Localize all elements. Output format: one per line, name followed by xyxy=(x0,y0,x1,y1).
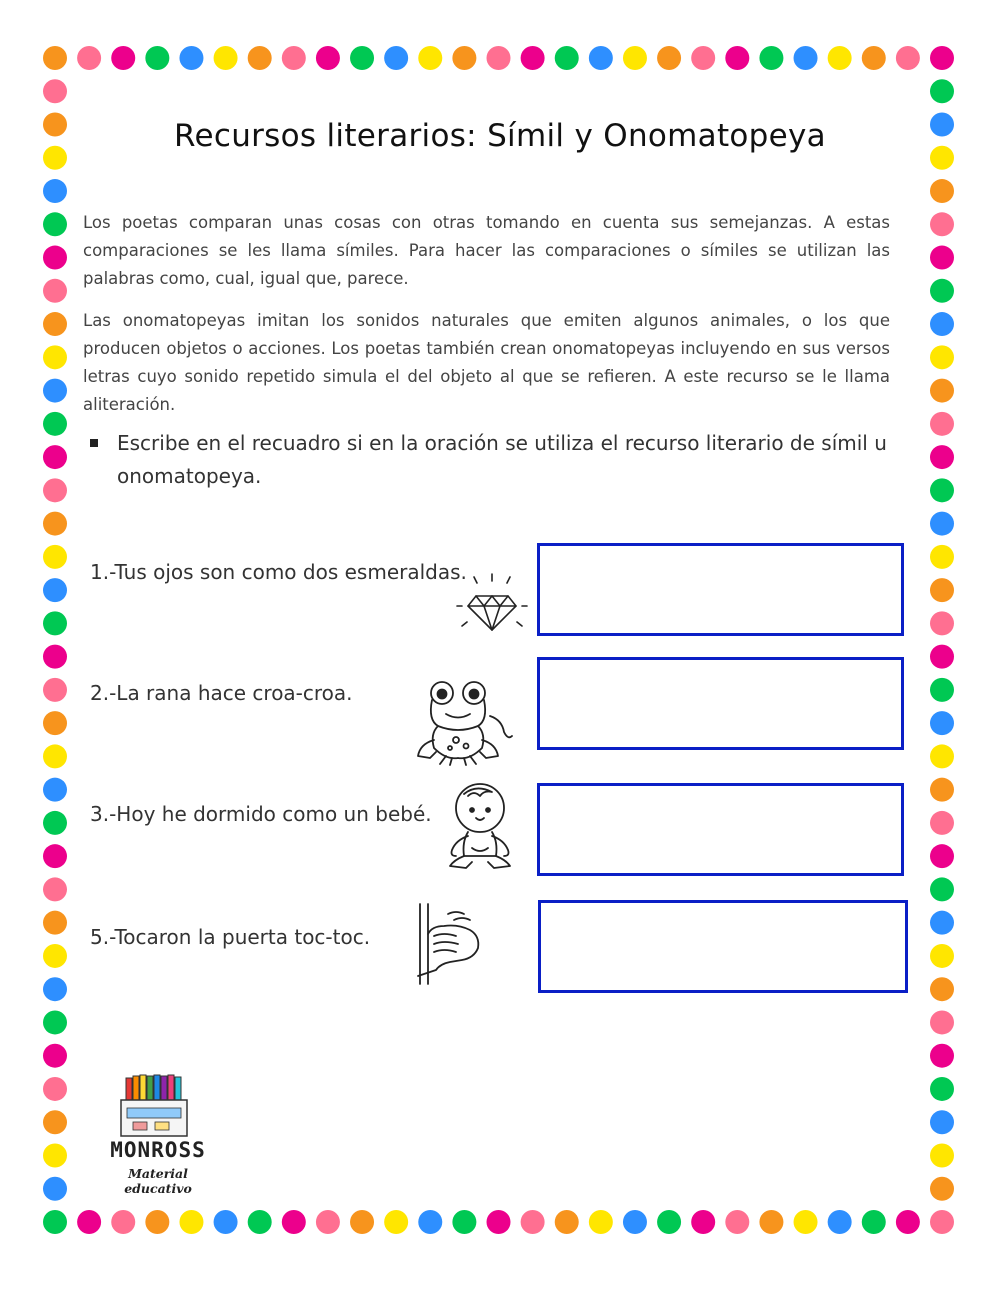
border-dot xyxy=(930,578,954,602)
border-dot xyxy=(77,1210,101,1234)
border-dot xyxy=(555,46,579,70)
monross-logo xyxy=(93,1070,223,1196)
border-dot xyxy=(43,811,67,835)
border-dot xyxy=(930,412,954,436)
border-dot xyxy=(691,1210,715,1234)
border-dot xyxy=(930,1110,954,1134)
knocking-hand-icon xyxy=(410,900,486,988)
border-dot xyxy=(350,1210,374,1234)
border-dot xyxy=(896,46,920,70)
border-dot xyxy=(111,1210,135,1234)
border-dot xyxy=(555,1210,579,1234)
question-1-text: 1.-Tus ojos son como dos esmeraldas. xyxy=(90,560,467,584)
border-dot xyxy=(77,46,101,70)
border-dot xyxy=(179,1210,203,1234)
answer-box-2[interactable] xyxy=(537,657,904,750)
answer-box-4[interactable] xyxy=(538,900,908,993)
border-dot xyxy=(828,1210,852,1234)
border-dot xyxy=(145,1210,169,1234)
border-dot xyxy=(452,1210,476,1234)
border-dot xyxy=(930,545,954,569)
border-dot xyxy=(43,744,67,768)
instruction-text: Escribe en el recuadro si en la oración se utiliza el recurso literario de símil u onomatopeya. xyxy=(117,431,887,488)
border-dot xyxy=(725,1210,749,1234)
border-dot xyxy=(43,179,67,203)
border-dot xyxy=(930,46,954,70)
border-dot xyxy=(43,844,67,868)
frog-icon xyxy=(412,676,520,766)
border-dot xyxy=(43,611,67,635)
border-dot xyxy=(43,645,67,669)
border-dot xyxy=(930,379,954,403)
border-dot xyxy=(521,1210,545,1234)
border-dot xyxy=(384,46,408,70)
onomatopoeia-paragraph: Las onomatopeyas imitan los sonidos naturales que emiten algunos animales, o los que producen objetos o acciones. Los poetas también crean onomatopeyas incluyendo en sus versos letras cuyo sonido repetido simula el del objeto al que se refieren. A este recurso se le llama aliteración. xyxy=(83,311,890,414)
border-dot xyxy=(248,1210,272,1234)
border-dot xyxy=(43,445,67,469)
border-dot xyxy=(930,811,954,835)
border-dot xyxy=(487,1210,511,1234)
border-dot xyxy=(43,1044,67,1068)
question-5-text: 5.-Tocaron la puerta toc-toc. xyxy=(90,925,371,949)
border-dot xyxy=(43,79,67,103)
border-dot xyxy=(43,877,67,901)
border-dot xyxy=(282,1210,306,1234)
border-dot xyxy=(930,711,954,735)
border-dot xyxy=(930,179,954,203)
border-dot xyxy=(248,46,272,70)
border-dot xyxy=(930,1143,954,1167)
border-dot xyxy=(930,744,954,768)
border-dot xyxy=(43,46,67,70)
border-dot xyxy=(930,944,954,968)
border-dot xyxy=(384,1210,408,1234)
instruction xyxy=(90,427,890,493)
border-dot xyxy=(930,645,954,669)
border-dot xyxy=(657,46,681,70)
question-3-text: 3.-Hoy he dormido como un bebé. xyxy=(90,802,432,826)
logo-name: MONROSS xyxy=(110,1138,206,1162)
border-dot xyxy=(43,911,67,935)
border-dot xyxy=(43,578,67,602)
border-dot xyxy=(282,46,306,70)
border-dot xyxy=(43,977,67,1001)
border-dot xyxy=(214,46,238,70)
border-dot xyxy=(589,1210,613,1234)
border-dot xyxy=(145,46,169,70)
question-2-text: 2.-La rana hace croa-croa. xyxy=(90,681,353,705)
border-dot xyxy=(930,512,954,536)
border-dot xyxy=(623,46,647,70)
diamond-icon xyxy=(452,568,532,640)
border-dot xyxy=(43,478,67,502)
border-dot xyxy=(759,1210,783,1234)
border-dot xyxy=(828,46,852,70)
border-dot xyxy=(930,478,954,502)
border-dot xyxy=(862,46,886,70)
border-dot xyxy=(930,212,954,236)
border-dot xyxy=(930,877,954,901)
border-dot xyxy=(487,46,511,70)
border-dot xyxy=(691,46,715,70)
border-dot xyxy=(43,778,67,802)
border-dot xyxy=(111,46,135,70)
border-dot xyxy=(43,1143,67,1167)
border-dot xyxy=(930,312,954,336)
border-dot xyxy=(930,345,954,369)
border-dot xyxy=(316,1210,340,1234)
border-dot xyxy=(43,212,67,236)
border-dot xyxy=(214,1210,238,1234)
baby-icon xyxy=(440,778,520,872)
border-dot xyxy=(794,46,818,70)
border-dot xyxy=(43,412,67,436)
border-dot xyxy=(452,46,476,70)
page-title: Recursos literarios: Símil y Onomatopeya xyxy=(174,118,826,154)
border-dot xyxy=(930,279,954,303)
border-dot xyxy=(930,1010,954,1034)
border-dot xyxy=(418,46,442,70)
border-dot xyxy=(759,46,783,70)
border-dot xyxy=(43,1110,67,1134)
bullet-icon xyxy=(90,439,98,447)
border-dot xyxy=(930,1077,954,1101)
border-dot xyxy=(43,545,67,569)
border-dot xyxy=(930,445,954,469)
border-dot xyxy=(418,1210,442,1234)
border-dot xyxy=(43,944,67,968)
border-dot xyxy=(43,1210,67,1234)
border-dot xyxy=(43,1077,67,1101)
border-dot xyxy=(43,1010,67,1034)
border-dot xyxy=(623,1210,647,1234)
border-dot xyxy=(43,512,67,536)
border-dot xyxy=(43,1177,67,1201)
border-dot xyxy=(43,312,67,336)
border-dot xyxy=(930,1044,954,1068)
border-dot xyxy=(725,46,749,70)
border-dot xyxy=(930,678,954,702)
border-dot xyxy=(930,79,954,103)
border-dot xyxy=(794,1210,818,1234)
border-dot xyxy=(43,246,67,270)
border-dot xyxy=(930,1210,954,1234)
border-dot xyxy=(930,1177,954,1201)
border-dot xyxy=(589,46,613,70)
simile-paragraph: Los poetas comparan unas cosas con otras tomando en cuenta sus semejanzas. A estas comparaciones se les llama símiles. Para hacer las comparaciones o símiles se utilizan las palabras como, cual, igual que, parece. xyxy=(83,213,890,288)
border-dot xyxy=(896,1210,920,1234)
border-dot xyxy=(43,379,67,403)
border-dot xyxy=(350,46,374,70)
border-dot xyxy=(43,279,67,303)
border-dot xyxy=(316,46,340,70)
border-dot xyxy=(521,46,545,70)
border-dot xyxy=(43,678,67,702)
border-dot xyxy=(657,1210,681,1234)
border-dot xyxy=(43,711,67,735)
border-dot xyxy=(930,911,954,935)
logo-subtitle: Material educativo xyxy=(124,1166,192,1196)
border-dot xyxy=(930,611,954,635)
border-dot xyxy=(930,246,954,270)
border-dot xyxy=(179,46,203,70)
answer-box-3[interactable] xyxy=(537,783,904,876)
border-dot xyxy=(930,977,954,1001)
answer-box-1[interactable] xyxy=(537,543,904,636)
border-dot xyxy=(862,1210,886,1234)
border-dot xyxy=(43,345,67,369)
border-dot xyxy=(930,844,954,868)
border-dot xyxy=(930,778,954,802)
